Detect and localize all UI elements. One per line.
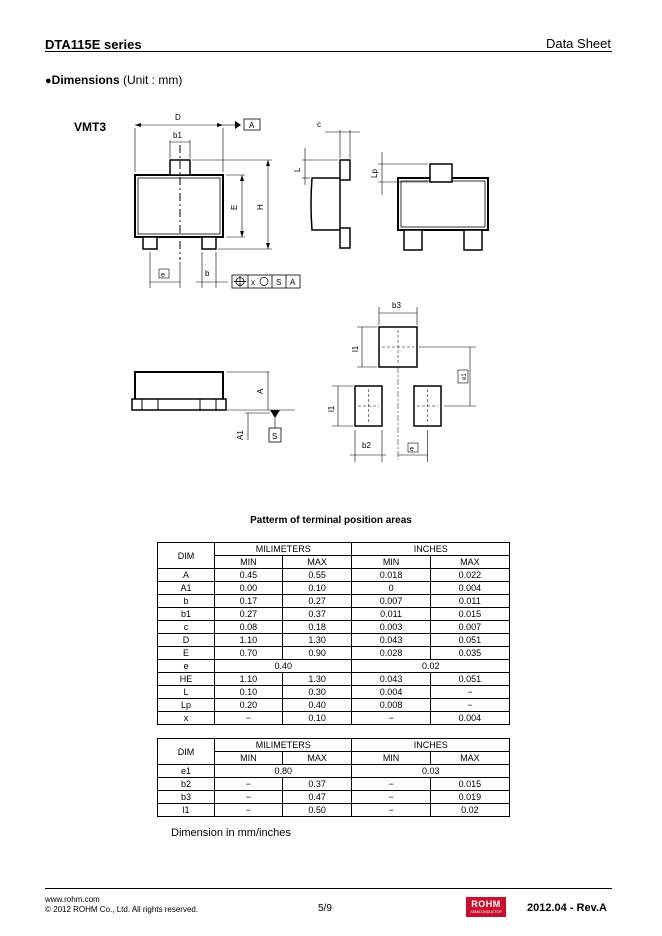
value-cell: 0.051 — [430, 634, 509, 647]
footer-url: www.rohm.com — [45, 895, 100, 904]
label-datum-A: A — [249, 121, 255, 130]
subheader-cell: MAX — [430, 752, 509, 765]
table-row — [158, 712, 510, 725]
side-lead-top — [340, 160, 350, 180]
label-D: D — [175, 113, 181, 122]
value-cell: − — [430, 699, 509, 712]
dim-cell: l1 — [158, 804, 215, 817]
value-cell: 0.55 — [282, 569, 352, 582]
table-row — [158, 778, 510, 791]
subheader-cell: MAX — [282, 556, 352, 569]
side-lead-bottom — [340, 228, 350, 248]
bottom-left-lead — [143, 237, 157, 249]
side-view-body — [311, 178, 340, 230]
value-cell: 0.019 — [430, 791, 509, 804]
value-cell: 0.17 — [215, 595, 283, 608]
table-row — [158, 673, 510, 686]
value-cell: 0 — [352, 582, 430, 595]
table-row — [158, 608, 510, 621]
value-cell: 0.45 — [215, 569, 283, 582]
bullet-icon: ● — [45, 75, 52, 87]
footer-rule — [45, 888, 612, 889]
value-cell: − — [352, 791, 430, 804]
value-cell: 0.003 — [352, 621, 430, 634]
table-row — [158, 660, 510, 673]
value-cell: 1.30 — [282, 634, 352, 647]
label-x: x — [251, 278, 255, 287]
value-cell: 0.10 — [282, 582, 352, 595]
value-cell: 0.043 — [352, 673, 430, 686]
mm-cell: 0.80 — [215, 765, 352, 778]
label-b1: b1 — [173, 131, 182, 140]
value-cell: 1.30 — [282, 673, 352, 686]
table-row — [158, 791, 510, 804]
value-cell: 0.022 — [430, 569, 509, 582]
pattern-caption: Patterm of terminal position areas — [250, 515, 412, 526]
table-row — [158, 804, 510, 817]
value-cell: − — [352, 804, 430, 817]
value-cell: − — [215, 804, 283, 817]
dim-cell: E — [158, 647, 215, 660]
end-lead-left — [404, 230, 422, 250]
label-A-ref: A — [290, 278, 296, 287]
label-E: E — [230, 204, 239, 210]
subheader-cell: MIN — [215, 556, 283, 569]
document-type: Data Sheet — [545, 36, 611, 51]
inch-header: INCHES — [352, 543, 510, 556]
value-cell: − — [215, 778, 283, 791]
dim-cell: x — [158, 712, 215, 725]
value-cell: 0.10 — [215, 686, 283, 699]
label-b2: b2 — [362, 441, 371, 450]
value-cell: − — [352, 778, 430, 791]
bottom-right-lead — [202, 237, 216, 249]
value-cell: 0.008 — [352, 699, 430, 712]
side-view — [293, 120, 360, 248]
end-view-body — [398, 178, 488, 230]
section-title: Dimensions — [51, 73, 120, 87]
inch-cell: 0.02 — [352, 660, 510, 673]
dimension-table — [157, 542, 510, 725]
dim-header: DIM — [158, 739, 215, 765]
value-cell: 0.08 — [215, 621, 283, 634]
label-e-pattern: e — [410, 446, 414, 453]
table-row — [158, 582, 510, 595]
end-view — [370, 152, 488, 250]
value-cell: 0.004 — [430, 712, 509, 725]
value-cell: 0.40 — [282, 699, 352, 712]
dim-cell: b — [158, 595, 215, 608]
label-e: e — [161, 272, 165, 279]
document-title: DTA115E series — [45, 37, 142, 52]
value-cell: 0.028 — [352, 647, 430, 660]
front-view-body — [135, 372, 223, 400]
top-view-body — [135, 175, 223, 237]
dim-header: DIM — [158, 543, 215, 569]
value-cell: − — [430, 686, 509, 699]
table-row — [158, 621, 510, 634]
mmc-icon — [260, 278, 268, 286]
label-A: A — [256, 388, 265, 394]
dim-cell: b2 — [158, 778, 215, 791]
table-row — [158, 699, 510, 712]
dim-cell: L — [158, 686, 215, 699]
value-cell: 0.27 — [215, 608, 283, 621]
value-cell: 0.18 — [282, 621, 352, 634]
dim-cell: e1 — [158, 765, 215, 778]
table-row — [158, 765, 510, 778]
section-unit: (Unit : mm) — [123, 73, 183, 87]
value-cell: 0.37 — [282, 608, 352, 621]
value-cell: − — [215, 791, 283, 804]
subheader-cell: MAX — [282, 752, 352, 765]
value-cell: 0.004 — [430, 582, 509, 595]
subheader-cell: MAX — [430, 556, 509, 569]
value-cell: 0.47 — [282, 791, 352, 804]
value-cell: 0.007 — [352, 595, 430, 608]
land-pattern-table — [157, 738, 510, 817]
value-cell: 0.30 — [282, 686, 352, 699]
mm-header: MILIMETERS — [215, 739, 352, 752]
value-cell: 0.37 — [282, 778, 352, 791]
dim-cell: Lp — [158, 699, 215, 712]
label-S-datum: S — [272, 432, 278, 441]
table-row — [158, 595, 510, 608]
subheader-cell: MIN — [352, 556, 430, 569]
top-view — [135, 113, 300, 288]
label-H: H — [256, 204, 265, 210]
label-e1: e1 — [462, 373, 468, 380]
label-S-ref: S — [276, 278, 282, 287]
dim-cell: b1 — [158, 608, 215, 621]
value-cell: 0.20 — [215, 699, 283, 712]
table-row — [158, 647, 510, 660]
revision: 2012.04 - Rev.A — [527, 902, 607, 914]
dimension-note: Dimension in mm/inches — [171, 827, 291, 839]
table-row — [158, 569, 510, 582]
table-header-row — [158, 543, 510, 556]
label-l1-top: l1 — [351, 345, 360, 352]
value-cell: 0.011 — [352, 608, 430, 621]
value-cell: 0.00 — [215, 582, 283, 595]
page-number: 5/9 — [318, 903, 332, 914]
land-pattern — [327, 301, 476, 462]
end-lead-top — [430, 164, 452, 182]
value-cell: 0.02 — [430, 804, 509, 817]
value-cell: 0.018 — [352, 569, 430, 582]
front-view — [132, 372, 295, 442]
inch-header: INCHES — [352, 739, 510, 752]
value-cell: 0.27 — [282, 595, 352, 608]
label-c: c — [317, 120, 321, 129]
value-cell: 0.90 — [282, 647, 352, 660]
dim-cell: A — [158, 569, 215, 582]
label-b3: b3 — [392, 301, 401, 310]
value-cell: − — [215, 712, 283, 725]
value-cell: 0.011 — [430, 595, 509, 608]
label-b: b — [205, 269, 210, 278]
value-cell: 1.10 — [215, 634, 283, 647]
table-header-row — [158, 739, 510, 752]
package-name: VMT3 — [74, 120, 107, 134]
value-cell: 0.015 — [430, 608, 509, 621]
value-cell: 0.50 — [282, 804, 352, 817]
value-cell: 0.70 — [215, 647, 283, 660]
label-l1-bottom: l1 — [327, 405, 336, 412]
mm-cell: 0.40 — [215, 660, 352, 673]
label-A1: A1 — [236, 430, 245, 440]
value-cell: 0.043 — [352, 634, 430, 647]
label-L: L — [293, 167, 302, 172]
value-cell: 0.004 — [352, 686, 430, 699]
table-row — [158, 634, 510, 647]
rohm-logo: ROHM SEMICONDUCTOR — [466, 897, 506, 917]
label-Lp: Lp — [370, 169, 379, 178]
dim-cell: A1 — [158, 582, 215, 595]
value-cell: 0.10 — [282, 712, 352, 725]
subheader-cell: MIN — [352, 752, 430, 765]
value-cell: 0.015 — [430, 778, 509, 791]
value-cell: 0.007 — [430, 621, 509, 634]
dim-cell: D — [158, 634, 215, 647]
footer-copyright: © 2012 ROHM Co., Ltd. All rights reserved. — [45, 905, 199, 914]
end-lead-right — [464, 230, 482, 250]
dim-cell: HE — [158, 673, 215, 686]
value-cell: − — [352, 712, 430, 725]
value-cell: 0.035 — [430, 647, 509, 660]
value-cell: 1.10 — [215, 673, 283, 686]
mm-header: MILIMETERS — [215, 543, 352, 556]
dim-cell: b3 — [158, 791, 215, 804]
value-cell: 0.051 — [430, 673, 509, 686]
front-view-leads — [132, 399, 226, 410]
dim-cell: c — [158, 621, 215, 634]
subheader-cell: MIN — [215, 752, 283, 765]
dim-cell: e — [158, 660, 215, 673]
table-row — [158, 686, 510, 699]
inch-cell: 0.03 — [352, 765, 510, 778]
